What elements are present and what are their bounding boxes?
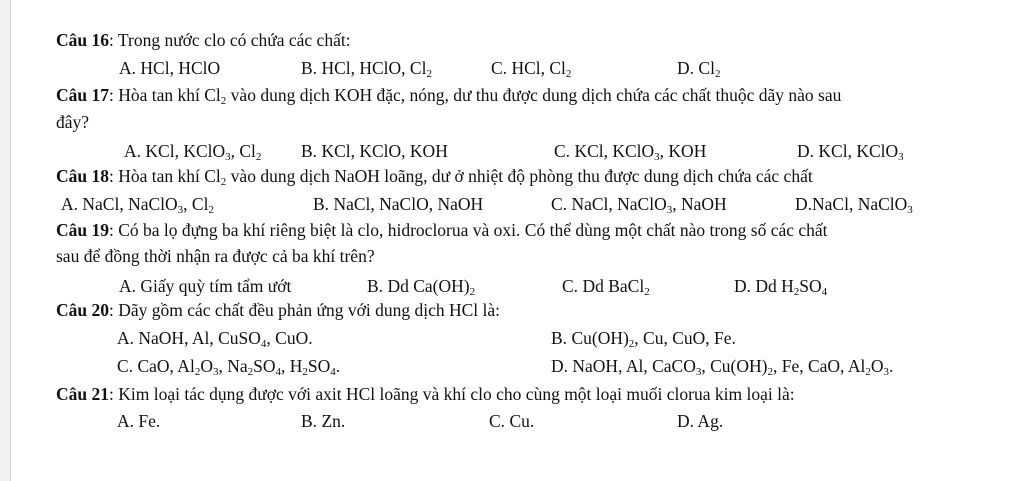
question-20-stem [56,299,500,321]
text-run: CaO, Al [133,356,195,376]
text-run: , Cu, CuO, Fe. [634,328,736,348]
text-run: , H [280,356,303,376]
q21-option-a [117,410,160,432]
q19-option-a [119,275,291,297]
option-letter: B. [301,58,318,78]
subscript: 2 [565,68,572,80]
subscript: 3 [883,366,889,378]
text-run: : Hòa tan khí Cl [109,85,221,105]
question-label: Câu 20 [56,300,109,320]
question-label: Câu 16 [56,30,109,50]
text-run: Giấy quỳ tím tẩm ướt [136,276,292,296]
text-run: HCl, HClO [136,58,221,78]
question-text: : Có ba lọ đựng ba khí riêng biệt là clo, hidroclorua và oxi. Có thể dùng một chất nào trong số các chất [109,220,828,240]
text-run: Cu. [505,411,535,431]
question-label: Câu 18 [56,166,109,186]
q21-option-c [489,410,534,432]
subscript: 4 [275,366,281,378]
q20-option-a [117,327,313,349]
subscript: 2 [220,176,227,188]
subscript: 2 [628,338,635,350]
q18-option-b [313,193,483,215]
option-letter: C. [562,276,579,296]
q20-option-c [117,355,340,377]
text-run: KCl, KClO [814,141,899,161]
question-21-stem [56,383,795,405]
text-run: NaCl, NaClO [78,194,178,214]
q21-option-d [677,410,723,432]
q16-option-a [119,57,220,79]
subscript: 4 [260,338,267,350]
q17-option-c [554,140,706,162]
text-run: SO [253,356,276,376]
subscript: 3 [695,366,702,378]
text-run: Dd H [751,276,794,296]
subscript: 3 [177,204,184,216]
subscript: 3 [907,204,913,216]
subscript: 2 [426,68,432,80]
q19-option-d [734,275,827,297]
question-19-stem-cont: sau để đồng thời nhận ra được cả ba khí trên? [56,246,375,266]
question-label: Câu 19 [56,220,109,240]
option-letter: D. [677,411,695,431]
option-letter: D. [795,194,813,214]
text-run: Cu(OH) [567,328,629,348]
text-run: , Na [218,356,248,376]
subscript: 2 [220,95,227,107]
text-run: HCl, HClO, Cl [317,58,427,78]
option-letter: B. [551,328,568,348]
option-letter: D. [734,276,752,296]
text-run: NaCl, NaClO [812,194,908,214]
subscript: 4 [821,286,828,298]
q21-option-b [301,410,345,432]
text-run: Dd Ca(OH) [383,276,470,296]
subscript: 2 [247,366,254,378]
text-run: SO [799,276,822,296]
option-letter: A. [124,141,142,161]
text-run: KCl, KClO, KOH [317,141,448,161]
question-text: : Kim loại tác dụng được với axit HCl loãng và khí clo cho cùng một loại muối clorua kim loại là: [109,384,795,404]
option-letter: A. [117,328,135,348]
text-run: , Cl [183,194,209,214]
text-run: KCl, KClO [570,141,655,161]
option-letter: D. [551,356,569,376]
text-run: , Fe, CaO, Al [772,356,866,376]
text-run: , KOH [659,141,707,161]
subscript: 3 [212,366,219,378]
q20-option-d [551,355,893,377]
subscript: 3 [666,204,673,216]
subscript: 2 [194,366,201,378]
subscript: 3 [654,151,660,163]
q17-option-a [124,140,261,162]
option-letter: A. [119,58,137,78]
option-letter: C. [489,411,506,431]
text-run: . [888,356,894,376]
q16-option-c [491,57,571,79]
option-letter: A. [119,276,137,296]
q19-option-b [367,275,475,297]
q18-option-d [795,193,913,215]
text-run: HCl, Cl [507,58,566,78]
question-text: : Trong nước clo có chứa các chất: [109,30,351,50]
subscript: 2 [793,286,800,298]
subscript: 2 [865,366,871,378]
option-letter: C. [554,141,571,161]
question-17-stem [56,84,841,106]
question-text [109,85,841,105]
option-letter: B. [313,194,330,214]
text-run: NaOH, Al, CuSO [134,328,261,348]
option-letter: C. [551,194,568,214]
text-run: , NaOH [672,194,727,214]
option-letter: B. [301,141,318,161]
text-run: , Cl [230,141,256,161]
text-run: Cl [694,58,715,78]
text-run: NaCl, NaClO [567,194,667,214]
q18-option-a [61,193,214,215]
text-run: NaOH, Al, CaCO [568,356,696,376]
q18-option-c [551,193,727,215]
text-run: KCl, KClO [141,141,226,161]
subscript: 2 [469,286,476,298]
subscript: 2 [255,151,262,163]
q19-option-c [562,275,650,297]
option-letter: B. [367,276,384,296]
question-16-stem [56,29,351,51]
option-letter: A. [117,411,135,431]
q16-option-d [677,57,720,79]
question-label: Câu 21 [56,384,109,404]
q17-option-d [797,140,904,162]
option-letter: C. [491,58,508,78]
question-label: Câu 17 [56,85,109,105]
text-run: vào dung dịch KOH đặc, nóng, dư thu được dung dịch chứa các chất thuộc dãy nào sau [226,85,842,105]
text-run: Zn. [317,411,346,431]
subscript: 2 [714,68,721,80]
text-run: SO [307,356,331,376]
option-letter: A. [61,194,79,214]
subscript: 2 [302,366,308,378]
option-letter: D. [797,141,815,161]
text-run: NaCl, NaClO, NaOH [329,194,484,214]
question-18-stem [56,165,813,187]
text-run: O [200,356,213,376]
subscript: 2 [767,366,773,378]
question-text [109,166,813,186]
subscript: 3 [225,151,231,163]
question-text: : Dãy gồm các chất đều phản ứng với dung dịch HCl là: [109,300,501,320]
option-letter: B. [301,411,318,431]
option-letter: D. [677,58,695,78]
text-run: vào dung dịch NaOH loãng, dư ở nhiệt độ phòng thu được dung dịch chứa các chất [226,166,813,186]
q16-option-b [301,57,432,79]
text-run: , Cu(OH) [701,356,768,376]
subscript: 2 [644,286,650,298]
q17-option-b [301,140,448,162]
text-run: Ag. [694,411,724,431]
subscript: 2 [208,204,214,216]
text-run: . [335,356,341,376]
document-page [10,0,1024,481]
question-17-stem-cont: đây? [56,112,90,132]
text-run: Fe. [134,411,161,431]
question-19-stem [56,219,828,241]
text-run: O [870,356,884,376]
text-run: : Hòa tan khí Cl [109,166,221,186]
text-run: , CuO. [266,328,313,348]
subscript: 3 [898,151,904,163]
subscript: 4 [330,366,336,378]
q20-option-b [551,327,736,349]
option-letter: C. [117,356,134,376]
text-run: Dd BaCl [578,276,645,296]
